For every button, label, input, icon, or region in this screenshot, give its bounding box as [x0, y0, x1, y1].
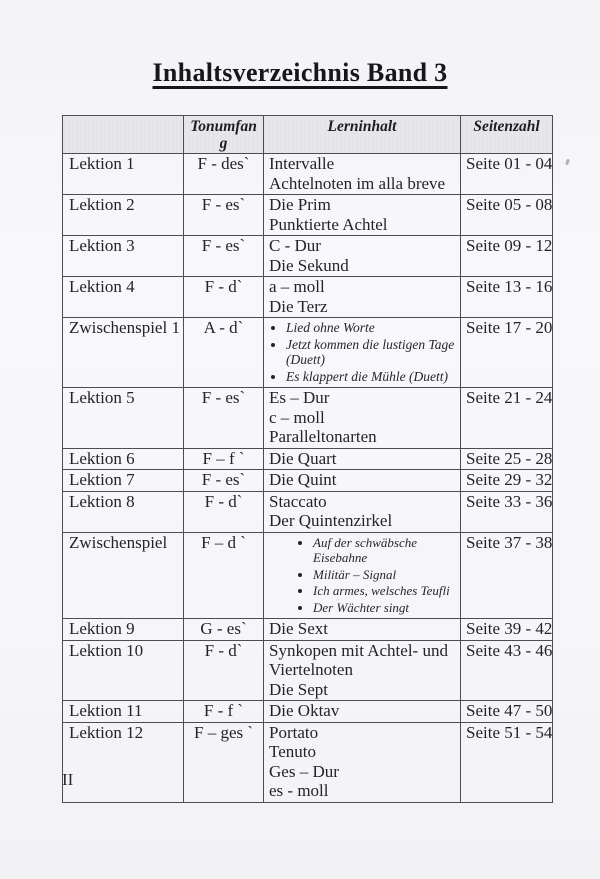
lesson-label: Lektion 3 — [69, 236, 135, 255]
content-line: a – moll — [269, 277, 325, 296]
table-row-lektion-8 — [63, 491, 553, 532]
tone-range: A - d` — [203, 318, 244, 337]
tone-range: F – f ` — [202, 448, 245, 468]
page-range: Seite 09 - 12 — [466, 236, 553, 255]
page-title: Inhaltsverzeichnis Band 3 — [152, 58, 448, 87]
page-range: Seite 39 - 42 — [466, 619, 553, 638]
tone-range: F - es` — [201, 470, 246, 489]
bullet-item: • Es klappert die Mühle (Duett) — [286, 369, 458, 385]
content-line: Intervalle — [269, 154, 335, 173]
content-line: Die Sept — [269, 679, 329, 699]
table-row-lektion-5 — [63, 388, 553, 449]
page-number: II — [62, 770, 74, 789]
tone-range: F - es` — [201, 388, 246, 407]
content-line: Die Sext — [269, 619, 329, 638]
tone-range: F - des` — [197, 154, 250, 173]
table-row-lektion-7 — [63, 470, 553, 492]
lesson-label: Lektion 11 — [69, 701, 143, 720]
song-bullet-list — [269, 535, 458, 616]
lesson-label: Lektion 9 — [69, 619, 135, 638]
table-row-zwischenspiel-2 — [63, 532, 553, 619]
table-row-lektion-6 — [63, 448, 553, 470]
tone-range: F – ges ` — [193, 722, 254, 742]
tone-range: F – d ` — [201, 532, 246, 552]
bullet-item: • Der Wächter singt — [313, 600, 458, 616]
tone-range: F - f ` — [203, 701, 244, 720]
content-line: Es – Dur — [269, 388, 330, 407]
toc-table — [62, 115, 553, 803]
lesson-label: Zwischenspiel 1 — [69, 318, 180, 337]
table-row-lektion-2 — [63, 195, 553, 236]
content-line: c – moll — [269, 407, 325, 427]
content-line: C - Dur — [269, 236, 321, 255]
bullet-item: • Lied ohne Worte — [286, 320, 458, 336]
content-line: Der Quintenzirkel — [269, 511, 393, 530]
content-line: es - moll — [269, 781, 329, 800]
table-row-lektion-3 — [63, 236, 553, 277]
page-range: Seite 25 - 28 — [466, 448, 553, 468]
bullet-item: • Auf der schwäbsche Eisebahne — [313, 535, 458, 566]
lesson-label: Lektion 6 — [69, 448, 135, 468]
bullet-item: • Militär – Signal — [313, 567, 458, 583]
header-lerninhalt: Lerninhalt — [264, 116, 461, 154]
lesson-label: Lektion 4 — [69, 277, 135, 296]
table-row-lektion-4 — [63, 277, 553, 318]
lesson-label: Zwischenspiel — [69, 532, 168, 552]
content-line: Portato — [269, 722, 319, 742]
lesson-label: Lektion 8 — [69, 491, 135, 511]
content-line: Ges – Dur — [269, 761, 339, 781]
page-range: Seite 17 - 20 — [466, 318, 553, 337]
page-range: Seite 37 - 38 — [466, 532, 553, 552]
page-range: Seite 33 - 36 — [466, 491, 553, 511]
table-row-lektion-9 — [63, 619, 553, 641]
lesson-label: Lektion 5 — [69, 388, 135, 407]
content-line: Staccato — [269, 491, 327, 511]
header-seitenzahl: Seitenzahl — [461, 116, 553, 154]
content-line: Tenuto — [269, 742, 316, 761]
table-row-lektion-10 — [63, 640, 553, 701]
lesson-label: Lektion 1 — [69, 154, 135, 173]
content-line: Punktierte Achtel — [269, 214, 388, 234]
content-line: Synkopen mit Achtel- und Viertelnoten — [269, 640, 448, 679]
bullet-item: • Jetzt kommen die lustigen Tage (Duett) — [286, 337, 458, 368]
page-range: Seite 51 - 54 — [466, 722, 553, 742]
page-title-wrap — [0, 58, 600, 88]
content-line: Achtelnoten im alla breve — [269, 173, 446, 193]
page-range: Seite 01 - 04 — [466, 154, 553, 173]
tone-range: F - d` — [204, 640, 243, 660]
content-line: Die Prim — [269, 195, 331, 214]
page-range: Seite 13 - 16 — [466, 277, 553, 296]
content-line: Die Quint — [269, 470, 337, 489]
content-line: Paralleltonarten — [269, 427, 377, 446]
content-line: Die Terz — [269, 296, 328, 316]
header-tonumfang: Tonumfang — [184, 116, 264, 154]
table-row-lektion-11 — [63, 701, 553, 723]
page-range: Seite 21 - 24 — [466, 388, 553, 407]
page-range: Seite 05 - 08 — [466, 195, 553, 214]
header-lesson — [63, 116, 184, 154]
tone-range: G - es` — [200, 619, 247, 638]
table-row-lektion-1 — [63, 154, 553, 195]
tone-range: F - d` — [204, 491, 243, 511]
header-row — [63, 116, 553, 154]
tone-range: F - d` — [204, 277, 243, 296]
table-row-zwischenspiel-1 — [63, 318, 553, 388]
lesson-label: Lektion 7 — [69, 470, 135, 489]
content-line: Die Oktav — [269, 701, 340, 720]
page-range: Seite 47 - 50 — [466, 701, 553, 720]
page-range: Seite 43 - 46 — [466, 640, 553, 660]
lesson-label: Lektion 12 — [69, 722, 144, 742]
content-line: Die Quart — [269, 448, 337, 468]
tone-range: F - es` — [201, 236, 246, 255]
tone-range: F - es` — [201, 195, 246, 214]
lesson-label: Lektion 10 — [69, 640, 144, 660]
lesson-label: Lektion 2 — [69, 195, 135, 214]
content-line: Die Sekund — [269, 255, 349, 275]
song-bullet-list — [269, 320, 458, 384]
table-row-lektion-12 — [63, 722, 553, 802]
page-range: Seite 29 - 32 — [466, 470, 553, 489]
scan-speck — [565, 159, 570, 166]
bullet-item: • Ich armes, welsches Teufli — [313, 583, 458, 599]
